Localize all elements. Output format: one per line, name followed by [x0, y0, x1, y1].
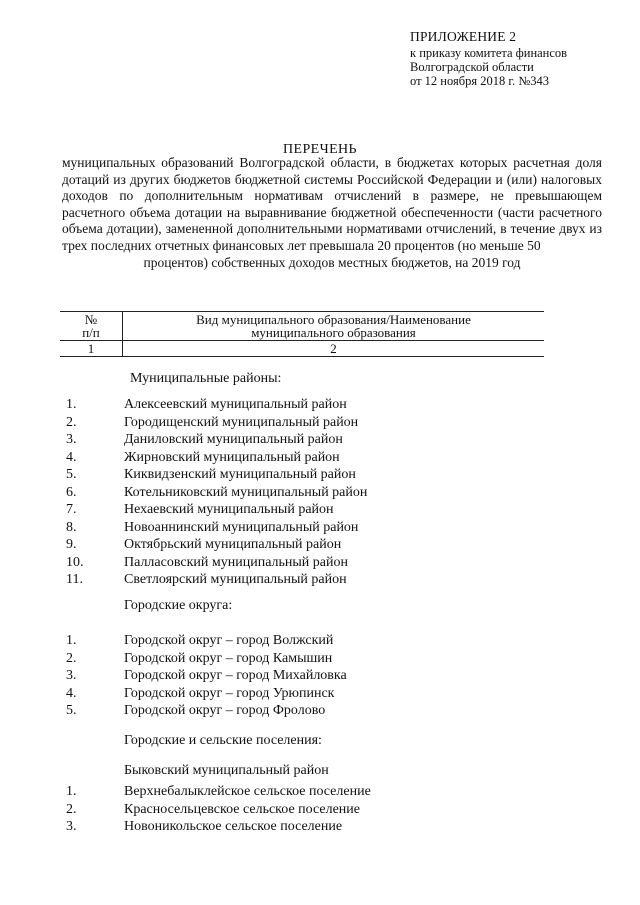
list-item	[66, 449, 506, 467]
list-item-name: Киквидзенский муниципальный район	[124, 467, 356, 482]
table-header-number: № п/п	[60, 312, 123, 340]
list-item	[66, 801, 506, 819]
list-item	[66, 431, 506, 449]
list-item-name: Красносельцевское сельское поселение	[124, 801, 360, 817]
annex-title: ПРИЛОЖЕНИЕ 2	[410, 29, 517, 44]
list-item	[66, 484, 506, 502]
section-title-municipal-districts: Муниципальные районы:	[130, 371, 282, 386]
list-item-number: 1.	[66, 784, 77, 799]
list-item-name: Жирновский муниципальный район	[124, 449, 340, 465]
list-item-name: Новоаннинский муниципальный район	[124, 519, 359, 535]
list-item-number: 1.	[66, 633, 77, 648]
list-item-number: 4.	[66, 449, 77, 465]
table-col-index-1: 1	[60, 341, 123, 356]
list-item-name: Городской округ – город Фролово	[124, 703, 326, 718]
list-item-number: 1.	[66, 397, 77, 412]
table-numbering-row	[60, 340, 544, 357]
list-item-name: Городской округ – город Волжский	[124, 633, 334, 648]
list-item	[66, 466, 506, 484]
list-item-number: 2.	[66, 801, 77, 817]
list-item	[66, 536, 506, 554]
municipal-districts-list	[66, 396, 506, 589]
intro-last-line: процентов) собственных доходов местных бюджетов, на 2019 год	[143, 254, 521, 270]
list-item-number: 5.	[66, 703, 77, 718]
list-item	[66, 783, 506, 801]
document-heading: ПЕРЕЧЕНЬ	[283, 142, 357, 157]
list-item	[66, 554, 506, 572]
section-title-city-districts: Городские округа:	[124, 598, 233, 613]
annex-block	[410, 30, 630, 88]
list-item	[66, 519, 506, 537]
list-item-name: Городской округ – город Михайловка	[124, 668, 347, 683]
list-item	[66, 396, 506, 414]
list-item	[66, 632, 506, 650]
list-item	[66, 650, 506, 668]
list-item	[66, 667, 506, 685]
settlements-list	[66, 783, 506, 836]
list-item-name: Палласовский муниципальный район	[124, 554, 348, 570]
list-item	[66, 501, 506, 519]
intro-paragraph	[62, 155, 602, 271]
list-item	[66, 818, 506, 836]
list-item-number: 11.	[66, 572, 83, 587]
list-item-number: 4.	[66, 685, 77, 701]
settlements-subtitle: Быковский муниципальный район	[124, 763, 329, 778]
table-header-name: Вид муниципального образования/Наименование муниципального образования	[196, 312, 471, 340]
table-col-index-2: 2	[330, 341, 337, 356]
list-item	[66, 685, 506, 703]
list-item-name: Котельниковский муниципальный район	[124, 484, 368, 500]
list-item-name: Городской округ – город Урюпинск	[124, 685, 335, 701]
list-item-number: 9.	[66, 537, 77, 552]
list-item-number: 10.	[66, 554, 84, 570]
list-item-number: 5.	[66, 467, 77, 482]
list-item	[66, 414, 506, 432]
list-item	[66, 571, 506, 589]
list-item-name: Городской округ – город Камышин	[124, 650, 333, 666]
list-item-name: Даниловский муниципальный район	[124, 432, 343, 447]
header-table	[60, 311, 544, 357]
table-header-row	[60, 311, 544, 340]
annex-line: от 12 ноября 2018 г. №343	[410, 74, 550, 88]
list-item	[66, 702, 506, 720]
annex-line: Волгоградской области	[410, 60, 534, 74]
list-item-number: 6.	[66, 484, 77, 500]
list-item-name: Алексеевский муниципальный район	[124, 397, 347, 412]
list-item-name: Верхнебалыклейское сельское поселение	[124, 784, 371, 799]
city-districts-list	[66, 632, 506, 720]
list-item-name: Городищенский муниципальный район	[124, 414, 359, 430]
section-title-settlements: Городские и сельские поселения:	[124, 733, 322, 748]
list-item-name: Октябрьский муниципальный район	[124, 537, 342, 552]
list-item-number: 8.	[66, 519, 77, 535]
list-item-number: 2.	[66, 650, 77, 666]
intro-body: муниципальных образований Волгоградской области, в бюджетах которых расчетная доля дотаций из других бюджетов бюджетной системы Российской Федерации и (или) налоговых доходов по дополнительным нормативам отчислений в размере, не превышающем расчетного объема дотации на выравнивание бюджетной обеспеченности (части расчетного объема дотации), замененной дополнительными нормативами отчислений, в течение двух из трех последних отчетных финансовых лет превышала 20 процентов (но меньше 50	[62, 155, 602, 253]
list-item-name: Светлоярский муниципальный район	[124, 572, 347, 587]
list-item-name: Нехаевский муниципальный район	[124, 502, 334, 517]
list-item-number: 7.	[66, 502, 77, 517]
list-item-number: 3.	[66, 432, 77, 447]
list-item-name: Новоникольское сельское поселение	[124, 819, 343, 834]
list-item-number: 3.	[66, 819, 77, 834]
annex-line: к приказу комитета финансов	[410, 46, 568, 60]
list-item-number: 3.	[66, 668, 77, 683]
list-item-number: 2.	[66, 414, 77, 430]
